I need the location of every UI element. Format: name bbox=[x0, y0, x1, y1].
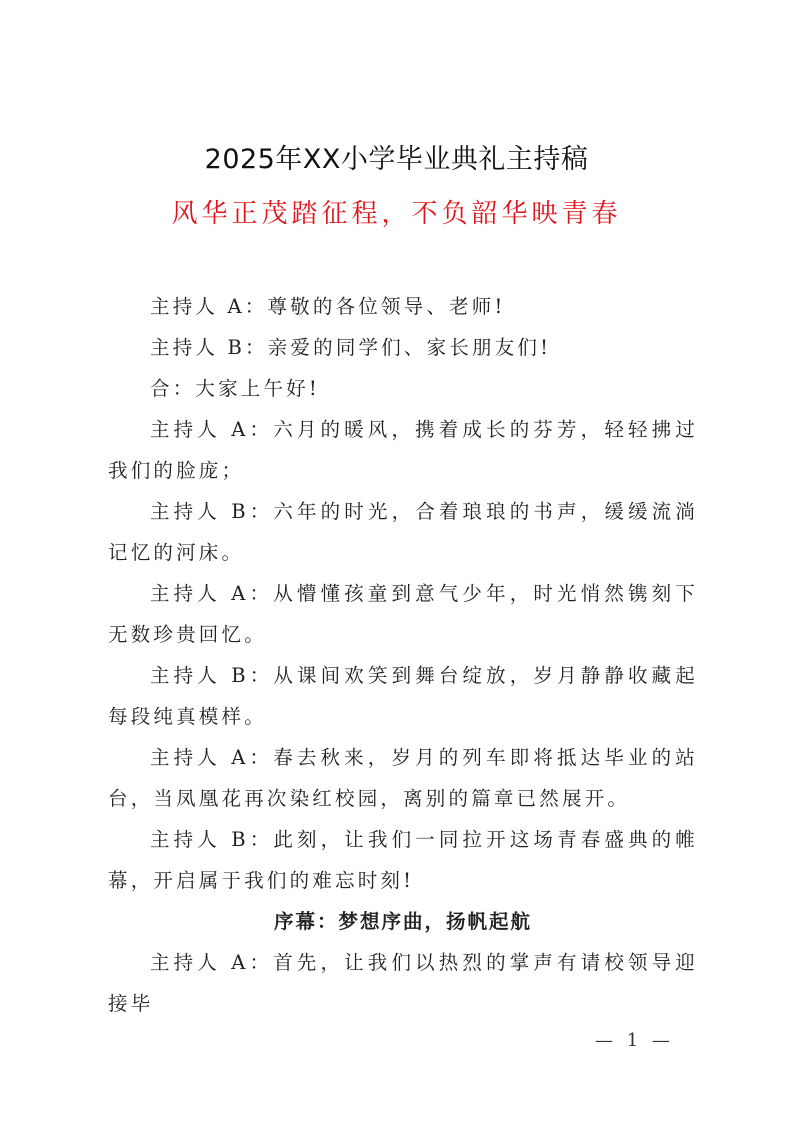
paragraph: 主持人 B：亲爱的同学们、家长朋友们! bbox=[150, 336, 552, 359]
document-title: 2025年XX小学毕业典礼主持稿 bbox=[204, 144, 589, 175]
paragraph: 主持人 A：春去秋来，岁月的列车即将抵达毕业的站台，当凤凰花再次染红校园，离别的篇章已然展开。 bbox=[108, 746, 698, 810]
paragraph: 合：大家上午好! bbox=[150, 377, 320, 400]
paragraph: 主持人 B：六年的时光，合着琅琅的书声，缓缓流淌记忆的河床。 bbox=[108, 500, 698, 564]
paragraph: 主持人 B：此刻，让我们一同拉开这场青春盛典的帷幕，开启属于我们的难忘时刻! bbox=[108, 828, 698, 892]
paragraph: 主持人 A：六月的暖风，携着成长的芬芳，轻轻拂过我们的脸庞； bbox=[108, 418, 698, 482]
paragraph: 主持人 A：从懵懂孩童到意气少年，时光悄然镌刻下无数珍贵回忆。 bbox=[108, 582, 698, 646]
page-number: — 1 — bbox=[595, 1030, 674, 1051]
paragraph: 主持人 B：从课间欢笑到舞台绽放，岁月静静收藏起每段纯真模样。 bbox=[108, 664, 698, 728]
document-body bbox=[108, 286, 698, 1024]
paragraph: 主持人 A：尊敬的各位领导、老师! bbox=[150, 295, 506, 318]
document-subtitle: 风华正茂踏征程，不负韶华映青春 bbox=[171, 199, 622, 229]
paragraph: 主持人 A：首先，让我们以热烈的掌声有请校领导迎接毕 bbox=[108, 951, 698, 1015]
section-heading: 序幕：梦想序曲，扬帆起航 bbox=[273, 910, 532, 933]
